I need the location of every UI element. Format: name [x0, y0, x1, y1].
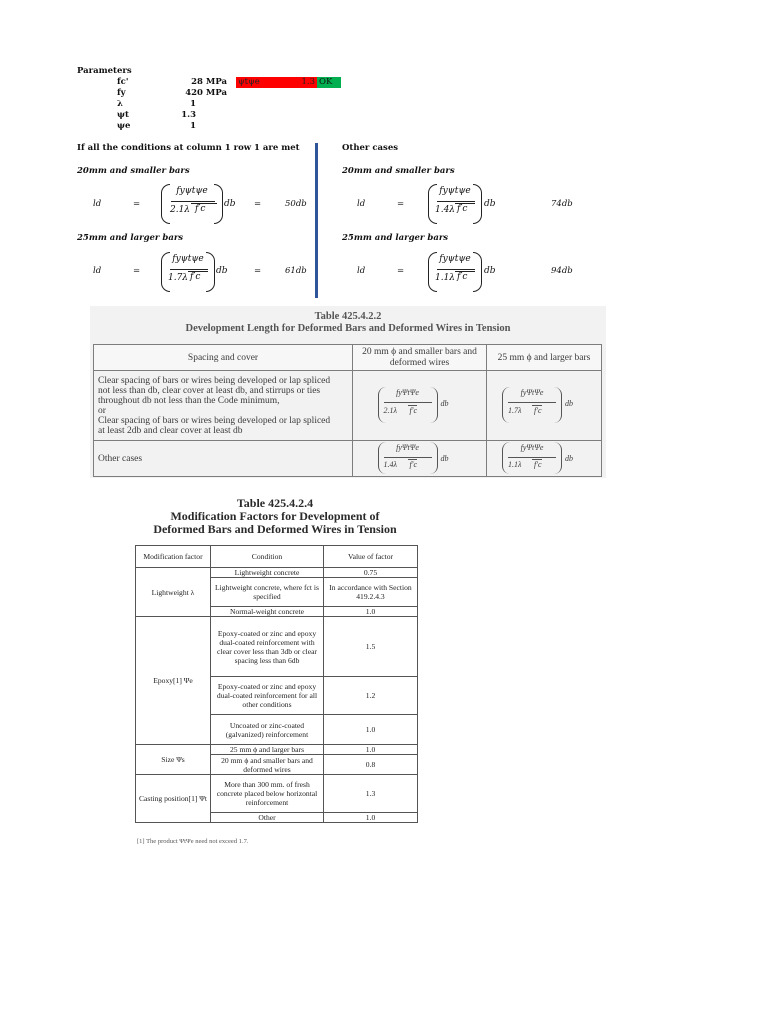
table2-factor-epoxy: Epoxy[1] Ψe	[136, 617, 211, 745]
equals-sign: =	[397, 199, 405, 209]
param-value: 1	[190, 121, 196, 131]
fraction-bar	[170, 269, 208, 270]
table1-title: Table 425.4.2.2	[314, 311, 382, 322]
right-paren-icon	[554, 442, 562, 474]
table2-value: 1.3	[324, 775, 418, 813]
right-paren-icon	[430, 442, 438, 474]
fraction-bar	[437, 201, 475, 202]
table1-row1-condition	[94, 371, 353, 441]
param-value: 1	[190, 99, 196, 109]
right-paren-icon	[206, 252, 215, 292]
fraction-bar	[384, 457, 432, 458]
db-symbol: db	[216, 266, 228, 276]
sqrt-fc: f′c	[455, 271, 475, 282]
db-symbol: db	[565, 453, 573, 463]
sqrt-fc: f′c	[455, 203, 475, 214]
param-label: λ	[117, 99, 123, 109]
table2-header-condition: Condition	[211, 546, 324, 568]
table1-row1-line: Clear spacing of bars or wires being developed or lap spliced	[98, 375, 331, 386]
table2-condition: Lightweight concrete	[211, 568, 324, 578]
table1-row1-large-formula	[487, 371, 602, 441]
table2-condition: Uncoated or zinc-coated (galvanized) reinforcement	[211, 715, 324, 745]
param-label: ψt	[117, 110, 129, 120]
formula-numerator: fyψtψe	[172, 254, 204, 264]
table2	[135, 545, 418, 823]
equals-sign: =	[133, 266, 141, 276]
equals-sign: =	[254, 199, 262, 209]
formula-numerator: fyψtψe	[439, 254, 471, 264]
col2-large-label: 25mm and larger bars	[342, 233, 449, 243]
table2-value: 1.2	[324, 677, 418, 715]
formula-col2-small	[428, 184, 482, 222]
formula-numerator: fyΨtΨe	[396, 442, 419, 452]
table1-row1-line: or	[98, 405, 106, 416]
parameters-title: Parameters	[77, 66, 132, 76]
formula-numerator: fyΨtΨe	[396, 387, 419, 397]
table2-factor-size: Size Ψs	[136, 745, 211, 775]
check-bar	[236, 77, 317, 88]
fraction-bar	[384, 402, 432, 403]
table1-row1-line: at least 2db and clear cover at least db	[98, 425, 243, 436]
table1-header-small: 20 mm ϕ and smaller bars and deformed wires	[353, 345, 487, 371]
table2-title: Table 425.4.2.4	[236, 496, 314, 510]
table2-value: 1.0	[324, 813, 418, 823]
table1-row1-small-formula	[353, 371, 487, 441]
table1-row1-line: not less than db, clear cover at least db, and stirrups or ties	[98, 385, 321, 396]
formula-col1-large	[161, 252, 215, 290]
table2-condition: More than 300 mm. of fresh concrete placed below horizontal reinforcement	[211, 775, 324, 813]
table2-footnote: [1] The product ΨtΨe need not exceed 1.7.	[137, 838, 249, 845]
param-value: 1.3	[181, 110, 196, 120]
table2-value: 1.0	[324, 715, 418, 745]
table1-row2-condition: Other cases	[94, 441, 353, 477]
table2-header-factor: Modification factor	[136, 546, 211, 568]
formula-coefficient: 1.7λ	[167, 273, 189, 283]
formula-coefficient: 1.4λ	[434, 205, 456, 215]
table1-row1-line: throughout db not less than the Code minimum,	[98, 395, 280, 406]
table2-subtitle-1: Modification Factors for Development of	[170, 509, 380, 523]
db-symbol: db	[440, 453, 449, 463]
table2-value: 1.0	[324, 607, 418, 617]
table2-condition: Other	[211, 813, 324, 823]
col2-small-result: 74db	[551, 199, 573, 209]
db-symbol: db	[565, 398, 573, 408]
db-symbol: db	[224, 199, 236, 209]
param-value: 420 MPa	[185, 88, 227, 98]
sqrt-fc: f′c	[191, 203, 217, 214]
sqrt-fc: f′c	[409, 459, 418, 469]
sqrt-fc: f′c	[534, 459, 542, 469]
col1-large-label: 25mm and larger bars	[77, 233, 184, 243]
table1-header-spacing: Spacing and cover	[94, 345, 353, 371]
db-symbol: db	[440, 398, 449, 408]
fraction-bar	[508, 457, 556, 458]
db-symbol: db	[484, 266, 496, 276]
ld-symbol: ld	[357, 199, 366, 209]
formula-coefficient: 1.4λ	[383, 459, 397, 469]
param-label: fy	[117, 88, 126, 98]
table2-condition: Epoxy-coated or zinc and epoxy dual-coated reinforcement for all other conditions	[211, 677, 324, 715]
col1-small-label: 20mm and smaller bars	[77, 166, 190, 176]
check-value: 1.3	[301, 77, 315, 87]
ld-symbol: ld	[93, 199, 102, 209]
right-paren-icon	[554, 387, 562, 423]
table2-condition: Epoxy-coated or zinc and epoxy dual-coated reinforcement with clear cover less than 3db or clear spacing less than 6db	[211, 617, 324, 677]
table1-row2-large-formula	[487, 441, 602, 477]
formula-numerator: fyΨtΨe	[520, 387, 544, 397]
table2-condition: 25 mm ϕ and larger bars	[211, 745, 324, 755]
param-value: 28 MPa	[191, 77, 227, 87]
param-label: fc'	[117, 77, 129, 87]
formula-numerator: fyψtψe	[439, 186, 471, 196]
formula-numerator: fyΨtΨe	[520, 442, 544, 452]
formula-coefficient: 1.1λ	[508, 459, 522, 469]
formula-col2-large	[428, 252, 482, 290]
equals-sign: =	[397, 266, 405, 276]
col2-small-label: 20mm and smaller bars	[342, 166, 455, 176]
col2-heading: Other cases	[342, 143, 399, 153]
col1-heading: If all the conditions at column 1 row 1 are met	[77, 143, 300, 153]
table1-row2-small-formula	[353, 441, 487, 477]
check-label: ψtψe	[238, 77, 260, 87]
param-label: ψe	[117, 121, 131, 131]
table2-condition: 20 mm ϕ and smaller bars and deformed wires	[211, 755, 324, 775]
sqrt-fc: f′c	[534, 405, 542, 415]
fraction-bar	[437, 269, 475, 270]
fraction-bar	[508, 402, 556, 403]
col1-small-result: 50db	[285, 199, 307, 209]
table2-condition: Normal-weight concrete	[211, 607, 324, 617]
table1-row1-line: Clear spacing of bars or wires being developed or lap spliced	[98, 415, 331, 426]
formula-numerator: fyψtψe	[176, 186, 208, 196]
table2-factor-lightweight: Lightweight λ	[136, 568, 211, 617]
formula-coefficient: 2.1λ	[169, 205, 191, 215]
check-status-badge: OK	[317, 77, 341, 88]
fraction-bar	[171, 201, 215, 202]
db-symbol: db	[484, 199, 496, 209]
right-paren-icon	[473, 184, 482, 224]
table2-value: 1.5	[324, 617, 418, 677]
sqrt-fc: f′c	[409, 405, 418, 415]
table2-value: 1.0	[324, 745, 418, 755]
table2-value: 0.8	[324, 755, 418, 775]
sqrt-fc: f′c	[188, 271, 208, 282]
ld-symbol: ld	[93, 266, 102, 276]
equals-sign: =	[254, 266, 262, 276]
formula-coefficient: 1.1λ	[434, 273, 456, 283]
table1-header-large: 25 mm ϕ and larger bars	[487, 345, 602, 371]
right-paren-icon	[214, 184, 223, 224]
right-paren-icon	[430, 387, 438, 423]
formula-coefficient: 2.1λ	[383, 405, 397, 415]
table2-factor-casting: Casting position[1] Ψt	[136, 775, 211, 823]
table2-header-value: Value of factor	[324, 546, 418, 568]
formula-coefficient: 1.7λ	[508, 405, 522, 415]
column-divider	[315, 143, 318, 298]
equals-sign: =	[133, 199, 141, 209]
right-paren-icon	[473, 252, 482, 292]
ld-symbol: ld	[357, 266, 366, 276]
table1	[93, 344, 602, 477]
table2-condition: Lightweight concrete, where fct is specified	[211, 578, 324, 607]
col2-large-result: 94db	[551, 266, 573, 276]
table2-subtitle-2: Deformed Bars and Deformed Wires in Tension	[153, 522, 397, 536]
formula-col1-small	[161, 184, 223, 222]
table1-subtitle: Development Length for Deformed Bars and Deformed Wires in Tension	[185, 323, 511, 334]
table2-value: 0.75	[324, 568, 418, 578]
table2-value: In accordance with Section 419.2.4.3	[324, 578, 418, 607]
col1-large-result: 61db	[285, 266, 307, 276]
